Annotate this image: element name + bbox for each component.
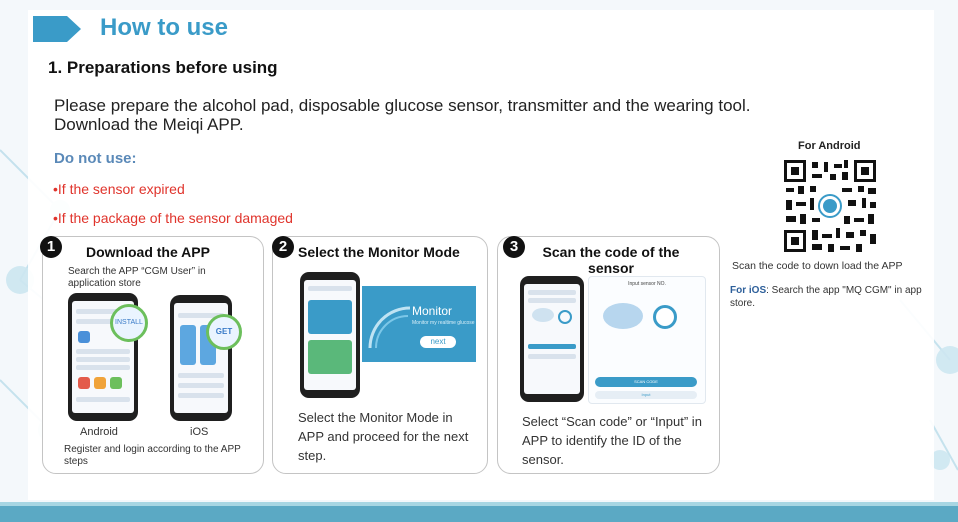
scan-code-button[interactable]: SCAN CODE	[595, 377, 697, 387]
get-button-highlight: GET	[206, 314, 242, 350]
intro-line-2: Download the Meiqi APP.	[54, 115, 244, 134]
title-arrow-icon	[33, 16, 83, 42]
step-description: Select the Monitor Mode in APP and proceed for the next step.	[298, 410, 469, 463]
page-title: How to use	[100, 14, 229, 41]
ios-text: : Search the app "MQ CGM" in app store.	[730, 285, 922, 309]
step-title: Scan the code of the sensor	[542, 244, 680, 276]
android-label: Android	[80, 426, 118, 438]
warning-item: •If the sensor expired	[53, 181, 185, 197]
monitor-phone-image	[300, 272, 360, 398]
input-button[interactable]: Input	[595, 391, 697, 399]
step-number-badge: 3	[503, 236, 525, 258]
qr-caption: Scan the code to down load the APP	[732, 260, 903, 272]
step-title: Download the APP	[86, 244, 210, 260]
footer-bar	[0, 502, 958, 522]
ios-label: iOS	[190, 426, 209, 438]
scan-phone-image	[520, 276, 584, 402]
monitor-option-zoom	[362, 286, 476, 362]
section-heading: 1. Preparations before using	[48, 58, 278, 77]
scan-screen-zoom	[588, 276, 706, 404]
qr-title: For Android	[798, 140, 861, 152]
intro-line-1: Please prepare the alcohol pad, disposable glucose sensor, transmitter and the wearing tool.	[54, 96, 751, 115]
install-button-highlight: INSTALL	[110, 304, 148, 342]
ios-instruction	[730, 284, 940, 310]
ios-label: For iOS	[730, 285, 767, 296]
step-description: Select “Scan code” or “Input” in APP to identify the ID of the sensor.	[522, 414, 702, 467]
warning-item: •If the package of the sensor damaged	[53, 210, 293, 226]
screen-title: Input sensor NO.	[628, 281, 666, 287]
next-button[interactable]: next	[420, 336, 456, 348]
gauge-icon	[366, 292, 412, 352]
sensor-image	[603, 303, 643, 329]
monitor-subtitle: Monitor my realtime glucose	[412, 320, 475, 326]
qr-code-image	[782, 158, 878, 254]
step-number-badge: 2	[272, 236, 294, 258]
search-app-instruction: Search the APP “CGM User” in application store	[68, 266, 206, 289]
step-number-badge: 1	[40, 236, 62, 258]
step-title: Select the Monitor Mode	[298, 244, 460, 260]
intro-text	[54, 96, 874, 134]
register-instruction: Register and login according to the APP steps	[64, 444, 241, 467]
transmitter-image	[653, 305, 677, 329]
monitor-label: Monitor	[412, 304, 453, 318]
do-not-use-heading: Do not use:	[54, 150, 137, 167]
